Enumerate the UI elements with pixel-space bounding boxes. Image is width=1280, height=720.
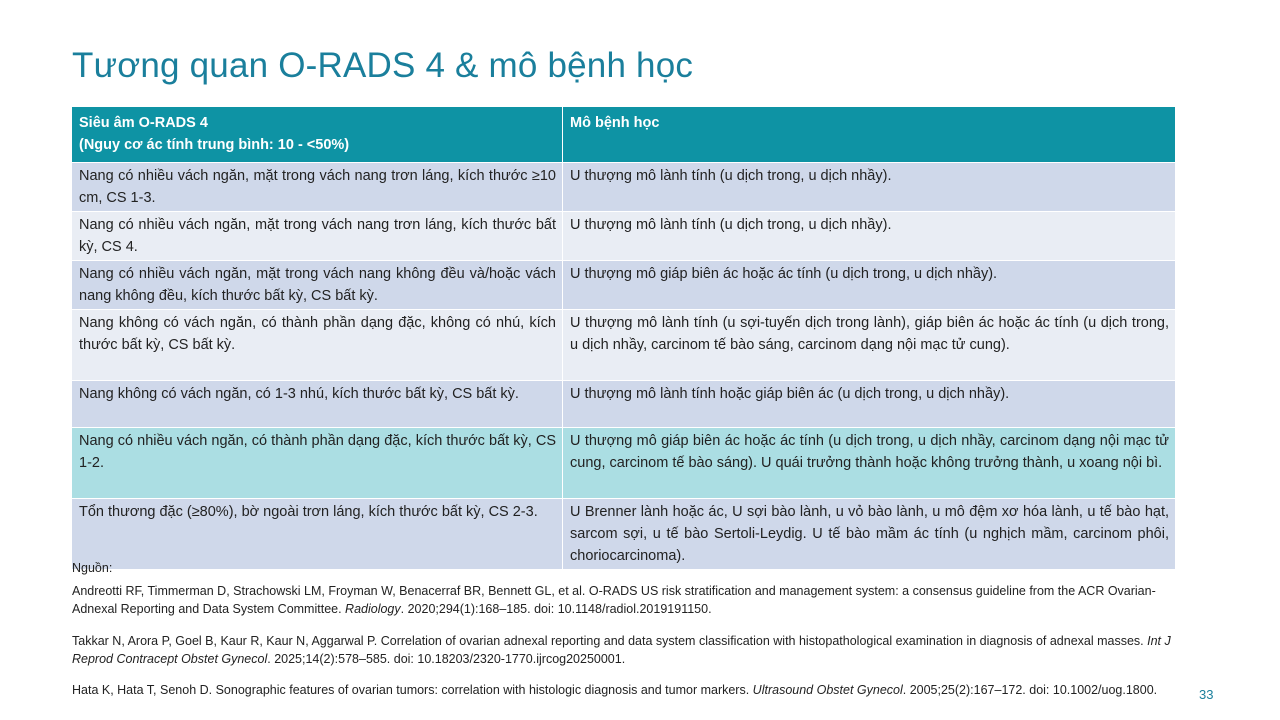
reference-2-text: Takkar N, Arora P, Goel B, Kaur R, Kaur N, Aggarwal P. Correlation of ovarian adnexal reporting and data system classification with histopathological examination in diagnosis of adnexal masses. [72, 634, 1148, 648]
reference-1-citation: . 2020;294(1):168–185. doi: 10.1148/radiol.2019191150. [400, 602, 712, 616]
table-row [72, 261, 1176, 310]
reference-2-citation: . 2025;14(2):578–585. doi: 10.18203/2320-1770.ijrcog20250001. [267, 652, 626, 666]
slide-title: Tương quan O-RADS 4 & mô bệnh học [72, 46, 694, 85]
histology-cell: U thượng mô lành tính (u sợi-tuyến dịch trong lành), giáp biên ác hoặc ác tính (u dịch trong, u dịch nhầy, carcinom tế bào sáng, carcinom dạng nội mạc tử cung). [563, 310, 1176, 381]
table-row [72, 499, 1176, 570]
histology-cell: U thượng mô giáp biên ác hoặc ác tính (u dịch trong, u dịch nhầy). [563, 261, 1176, 310]
ultrasound-cell: Nang không có vách ngăn, có thành phần dạng đặc, không có nhú, kích thước bất kỳ, CS bất kỳ. [72, 310, 563, 381]
table-header-row [72, 107, 1176, 163]
reference-1-text: Andreotti RF, Timmerman D, Strachowski LM, Froyman W, Benacerraf BR, Bennett GL, et al. O-RADS US risk stratification and management system: a consensus guideline from the ACR Ovarian-Adnexal Reporting and Data System Committee. [72, 584, 1156, 616]
ultrasound-cell: Nang không có vách ngăn, có 1-3 nhú, kích thước bất kỳ, CS bất kỳ. [72, 381, 563, 428]
sources-label: Nguồn: [72, 561, 113, 575]
histology-cell: U thượng mô lành tính (u dịch trong, u dịch nhầy). [563, 212, 1176, 261]
reference-2-journal: Int J Reprod Contracept Obstet Gynecol [72, 634, 1171, 666]
header-orads-title: Siêu âm O-RADS 4 [79, 115, 208, 131]
header-histology: Mô bệnh học [563, 107, 1176, 163]
histology-cell: U thượng mô lành tính (u dịch trong, u dịch nhầy). [563, 163, 1176, 212]
table-row [72, 163, 1176, 212]
ultrasound-cell: Nang có nhiều vách ngăn, mặt trong vách nang không đều và/hoặc vách nang không đều, kích thước bất kỳ, CS bất kỳ. [72, 261, 563, 310]
reference-1-journal: Radiology [345, 602, 401, 616]
reference-1 [72, 582, 1172, 618]
histology-cell: U thượng mô giáp biên ác hoặc ác tính (u dịch trong, u dịch nhầy, carcinom dạng nội mạc tử cung, carcinom tế bào sáng). U quái trưởng thành hoặc không trưởng thành, u xoang nội bì. [563, 428, 1176, 499]
page-number: 33 [1199, 687, 1214, 702]
histology-cell: U Brenner lành hoặc ác, U sợi bào lành, u vỏ bào lành, u mô đệm xơ hóa lành, u tế bào hạt, sarcom sợi, u tế bào Sertoli-Leydig. U tế bào mầm ác tính (u nghịch mầm, carcinom phôi, choriocarcinoma). [563, 499, 1176, 570]
header-orads [72, 107, 563, 163]
reference-2 [72, 632, 1172, 668]
reference-3-text: Hata K, Hata T, Senoh D. Sonographic features of ovarian tumors: correlation with histologic diagnosis and tumor markers. [72, 683, 753, 697]
reference-3 [72, 681, 1172, 699]
ultrasound-cell: Tổn thương đặc (≥80%), bờ ngoài trơn láng, kích thước bất kỳ, CS 2-3. [72, 499, 563, 570]
table-row [72, 212, 1176, 261]
reference-3-journal: Ultrasound Obstet Gynecol [752, 683, 903, 697]
ultrasound-cell: Nang có nhiều vách ngăn, có thành phần dạng đặc, kích thước bất kỳ, CS 1-2. [72, 428, 563, 499]
orads-table [71, 106, 1176, 570]
ultrasound-cell: Nang có nhiều vách ngăn, mặt trong vách nang trơn láng, kích thước bất kỳ, CS 4. [72, 212, 563, 261]
table-row [72, 310, 1176, 381]
table-row [72, 428, 1176, 499]
header-orads-risk: (Nguy cơ ác tính trung bình: 10 - <50%) [79, 137, 350, 153]
table-row [72, 381, 1176, 428]
reference-3-citation: . 2005;25(2):167–172. doi: 10.1002/uog.1800. [902, 683, 1158, 697]
ultrasound-cell: Nang có nhiều vách ngăn, mặt trong vách nang trơn láng, kích thước ≥10 cm, CS 1-3. [72, 163, 563, 212]
histology-cell: U thượng mô lành tính hoặc giáp biên ác (u dịch trong, u dịch nhầy). [563, 381, 1176, 428]
